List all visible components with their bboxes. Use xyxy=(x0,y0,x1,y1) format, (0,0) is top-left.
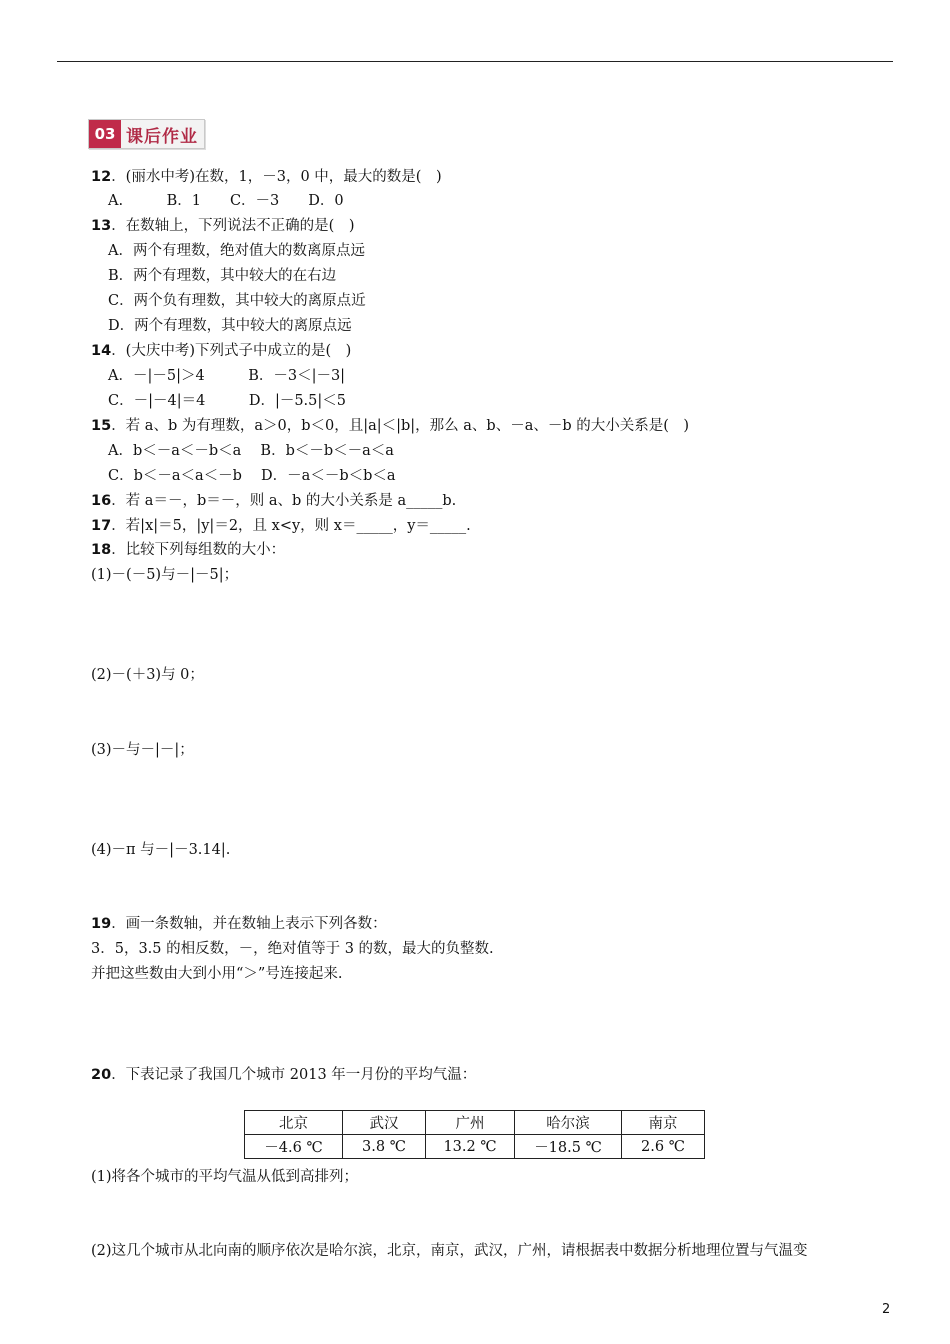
question-number: 17 xyxy=(91,518,112,534)
section-title: 课后作业 xyxy=(126,126,198,147)
question-14 xyxy=(91,342,351,360)
q20-part-1 xyxy=(91,1168,358,1186)
table-cell: －18.5 ℃ xyxy=(515,1135,622,1159)
option-line: B．两个有理数，其中较大的在右边 xyxy=(108,268,337,284)
option-line: A．－|－5|＞4 B．－3＜|－3| xyxy=(108,368,346,384)
q18-part-1 xyxy=(91,566,238,584)
sub-question: (1)－(－5)与－|－5|； xyxy=(91,567,239,583)
table-cell: 2.6 ℃ xyxy=(622,1135,705,1159)
question-text: ．若 a、b 为有理数，a＞0，b＜0，且|a|＜|b|，那么 a、b、－a、－b 的大小关系是( ) xyxy=(111,418,690,434)
q18-part-4 xyxy=(91,841,230,859)
question-text: ．(丽水中考)在数，1，－3，0 中，最大的数是( ) xyxy=(111,169,442,185)
question-12 xyxy=(91,168,442,186)
q13-option-b xyxy=(108,267,336,285)
table-row xyxy=(245,1135,705,1159)
question-18 xyxy=(91,541,285,559)
table-header-row xyxy=(245,1111,705,1135)
q19-line-3 xyxy=(91,965,342,983)
question-text: ．画一条数轴，并在数轴上表示下列各数： xyxy=(111,916,387,932)
question-text: ．下表记录了我国几个城市 2013 年一月份的平均气温： xyxy=(111,1067,477,1083)
question-text: ．若 a＝－，b＝－，则 a、b 的大小关系是 a_____b. xyxy=(111,493,457,509)
q19-line-2 xyxy=(91,940,494,958)
question-text: ．比较下列每组数的大小： xyxy=(111,542,286,558)
page-number: 2 xyxy=(882,1302,891,1317)
sub-question: (1)将各个城市的平均气温从低到高排列； xyxy=(91,1169,359,1185)
question-number: 18 xyxy=(91,542,112,558)
q18-part-3 xyxy=(91,741,194,759)
question-number: 19 xyxy=(91,916,112,932)
question-number: 14 xyxy=(91,343,112,359)
q13-option-a xyxy=(108,242,365,260)
table-header-cell: 哈尔滨 xyxy=(515,1111,622,1135)
option-line: C．两个负有理数，其中较大的离原点近 xyxy=(108,293,366,309)
question-13 xyxy=(91,217,355,235)
q13-option-c xyxy=(108,292,366,310)
q15-options-ab xyxy=(108,442,394,460)
question-text: 并把这些数由大到小用“＞”号连接起来. xyxy=(91,966,343,982)
question-number: 13 xyxy=(91,218,112,234)
option-line: D．两个有理数，其中较大的离原点远 xyxy=(108,318,352,334)
question-text: ．在数轴上，下列说法不正确的是( ) xyxy=(111,218,355,234)
option-line: C．b＜－a＜a＜－b D．－a＜－b＜b＜a xyxy=(108,468,396,484)
option-line: C．－|－4|＝4 D．|－5.5|＜5 xyxy=(108,393,346,409)
section-badge xyxy=(88,119,205,149)
q13-option-d xyxy=(108,317,352,335)
question-number: 15 xyxy=(91,418,112,434)
table-header-cell: 广州 xyxy=(426,1111,515,1135)
question-number: 16 xyxy=(91,493,112,509)
question-text: ．(大庆中考)下列式子中成立的是( ) xyxy=(111,343,352,359)
sub-question: (3)－与－|－|； xyxy=(91,742,194,758)
table-header-cell: 北京 xyxy=(245,1111,343,1135)
question-17 xyxy=(91,517,471,535)
sub-question: (2)－(＋3)与 0； xyxy=(91,667,204,683)
q14-options-ab xyxy=(108,367,345,385)
table-cell: －4.6 ℃ xyxy=(245,1135,343,1159)
question-text: ．若|x|＝5，|y|＝2，且 x<y，则 x＝_____，y＝_____. xyxy=(111,518,471,534)
q14-options-cd xyxy=(108,392,346,410)
q15-options-cd xyxy=(108,467,396,485)
question-20 xyxy=(91,1066,476,1084)
table-header-cell: 武汉 xyxy=(343,1111,426,1135)
temperature-table xyxy=(244,1110,705,1159)
question-number: 20 xyxy=(91,1067,112,1083)
question-16 xyxy=(91,492,456,510)
question-15 xyxy=(91,417,689,435)
q20-part-2 xyxy=(91,1242,808,1260)
table-header-cell: 南京 xyxy=(622,1111,705,1135)
option-line: A. B．1 C．－3 D．0 xyxy=(108,193,344,209)
header-rule xyxy=(57,61,893,62)
option-line: A．两个有理数，绝对值大的数离原点远 xyxy=(108,243,365,259)
sub-question: (2)这几个城市从北向南的顺序依次是哈尔滨，北京，南京，武汉，广州，请根据表中数据分析地理位置与气温变 xyxy=(91,1243,808,1259)
table-cell: 13.2 ℃ xyxy=(426,1135,515,1159)
question-19 xyxy=(91,915,387,933)
table-cell: 3.8 ℃ xyxy=(343,1135,426,1159)
question-number: 12 xyxy=(91,169,112,185)
sub-question: (4)－π 与－|－3.14|. xyxy=(91,842,231,858)
option-line: A．b＜－a＜－b＜a B．b＜－b＜－a＜a xyxy=(108,443,394,459)
question-text: 3．5，3.5 的相反数，－，绝对值等于 3 的数，最大的负整数. xyxy=(91,941,494,957)
q18-part-2 xyxy=(91,666,204,684)
q12-options xyxy=(108,192,344,210)
section-number: 03 xyxy=(89,120,121,148)
